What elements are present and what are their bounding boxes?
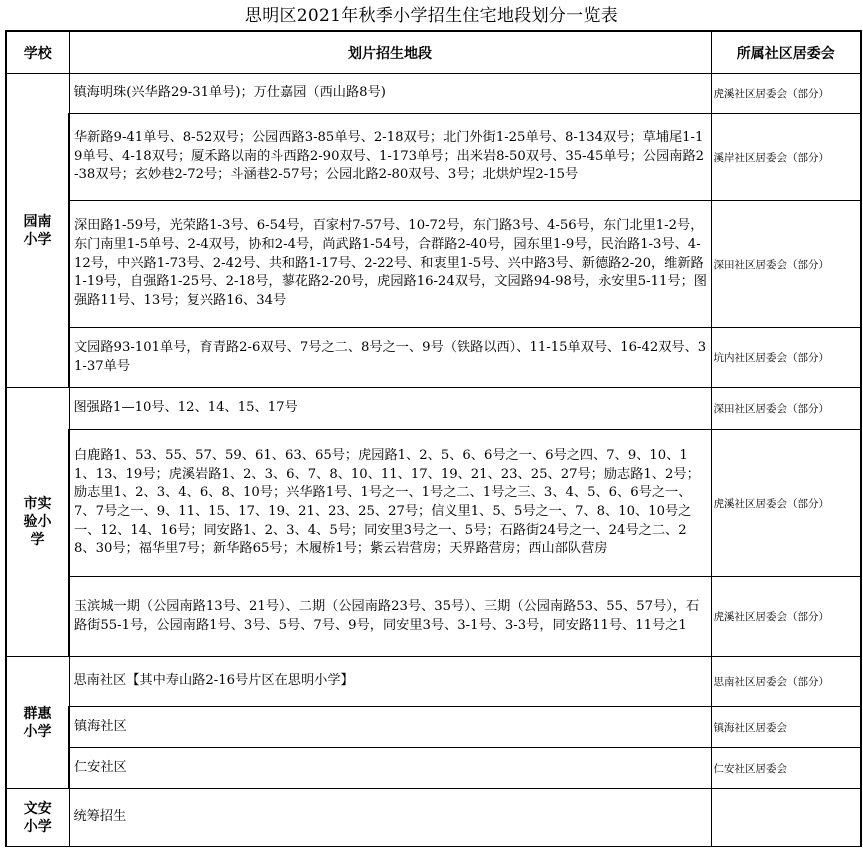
community-cell: 虎溪社区居委会（部分） xyxy=(711,577,861,657)
table-row xyxy=(6,388,861,430)
area-cell: 镇海明珠(兴华路29-31单号)；万仕嘉园（西山路8号) xyxy=(69,74,711,114)
table-row xyxy=(6,789,861,847)
table-row xyxy=(6,74,861,114)
community-cell: 仁安社区居委会 xyxy=(711,748,861,789)
area-cell: 图强路1—10号、12、14、15、17号 xyxy=(69,388,711,430)
community-cell: 镇海社区居委会 xyxy=(711,707,861,748)
header-area: 划片招生地段 xyxy=(69,31,711,74)
community-cell: 深田社区居委会（部分） xyxy=(711,388,861,430)
area-cell: 统筹招生 xyxy=(69,789,711,847)
zoning-table xyxy=(5,30,862,847)
table-row xyxy=(6,577,861,657)
area-cell: 白鹿路1、53、55、57、59、61、63、65号；虎园路1、2、5、6、6号之一、6号之四、7、9、10、11、13、19号；虎溪岩路1、2、3、6、7、8、10、11、17、19、21、23、25、27号；励志路1、2号；励志里1、2、3、4、6、8、10号；兴华路1号、1号之一、1号之二、1号之三、3、4、5、6、6号之一、7、7号之一、9、11、15、17、19、21、23、25、27号；信义里1、5、5号之一、7、8、10、10号之一、12、14、16号；同安路1、2、3、4、5号；同安里3号之一、5号；石路街24号之一、24号之二、28、30号；福华里7号；新华路65号；木履桥1号；紫云岩营房；天界路营房；西山部队营房 xyxy=(69,430,711,577)
area-cell: 文园路93-101单号，育青路2-6双号、7号之二、8号之一、9号（铁路以西）、11-15单双号、16-42双号、31-37单号 xyxy=(69,328,711,388)
school-name: 群惠小学 xyxy=(6,657,69,789)
page-title: 思明区2021年秋季小学招生住宅地段划分一览表 xyxy=(244,6,619,26)
community-cell: 虎溪社区居委会（部分） xyxy=(711,430,861,577)
community-cell: 溪岸社区居委会（部分） xyxy=(711,114,861,201)
area-cell: 深田路1-59号，光荣路1-3号、6-54号，百家村7-57号、10-72号，东门路3号、4-56号，东门北里1-2号，东门南里1-5单号、2-4双号，协和2-4号，尚武路1-54号，合群路2-40号，园东里1-9号，民治路1-3号、4-12号，中兴路1-73号、2-42号、共和路1-17号、2-22号、和衷里1-5号、兴中路3号、新德路2-20，维新路1-19号，自强路1-25号、2-18号，蓼花路2-20号，虎园路16-24双号，文园路94-98号，永安里5-11号；图强路11号、13号；复兴路16、34号 xyxy=(69,201,711,328)
area-cell: 思南社区【其中寿山路2-16号片区在思明小学】 xyxy=(69,657,711,707)
community-cell: 坑内社区居委会（部分） xyxy=(711,328,861,388)
community-cell: 虎溪社区居委会（部分） xyxy=(711,74,861,114)
table-row xyxy=(6,114,861,201)
area-cell: 华新路9-41单号、8-52双号；公园西路3-85单号、2-18双号；北门外街1-25单号、8-134双号；草埔尾1-19单号、4-18双号；厦禾路以南的斗西路2-90双号、1-173单号；出米岩8-50双号、35-45单号；公园南路2-38双号；玄妙巷2-72号；斗涵巷2-57号；公园北路2-80双号、3号；北烘炉埕2-15号 xyxy=(69,114,711,201)
community-cell xyxy=(711,789,861,847)
header-school: 学校 xyxy=(6,31,69,74)
header-community: 所属社区居委会 xyxy=(711,31,861,74)
table-row xyxy=(6,430,861,577)
community-cell: 思南社区居委会（部分） xyxy=(711,657,861,707)
table-row xyxy=(6,328,861,388)
school-name: 市实验小学 xyxy=(6,388,69,657)
area-cell: 镇海社区 xyxy=(69,707,711,748)
area-cell: 玉滨城一期（公园南路13号、21号）、二期（公园南路23号、35号）、三期（公园南路53、55、57号），石路街55-1号，公园南路1号、3号、5号、7号、9号，同安里3号、3-1号、3-3号，同安路11号、11号之1 xyxy=(69,577,711,657)
table-row xyxy=(6,748,861,789)
table-row xyxy=(6,707,861,748)
header-row xyxy=(6,31,861,74)
school-name: 文安小学 xyxy=(6,789,69,847)
school-name: 园南小学 xyxy=(6,74,69,388)
table-row xyxy=(6,201,861,328)
area-cell: 仁安社区 xyxy=(69,748,711,789)
table-row xyxy=(6,657,861,707)
community-cell: 深田社区居委会（部分） xyxy=(711,201,861,328)
